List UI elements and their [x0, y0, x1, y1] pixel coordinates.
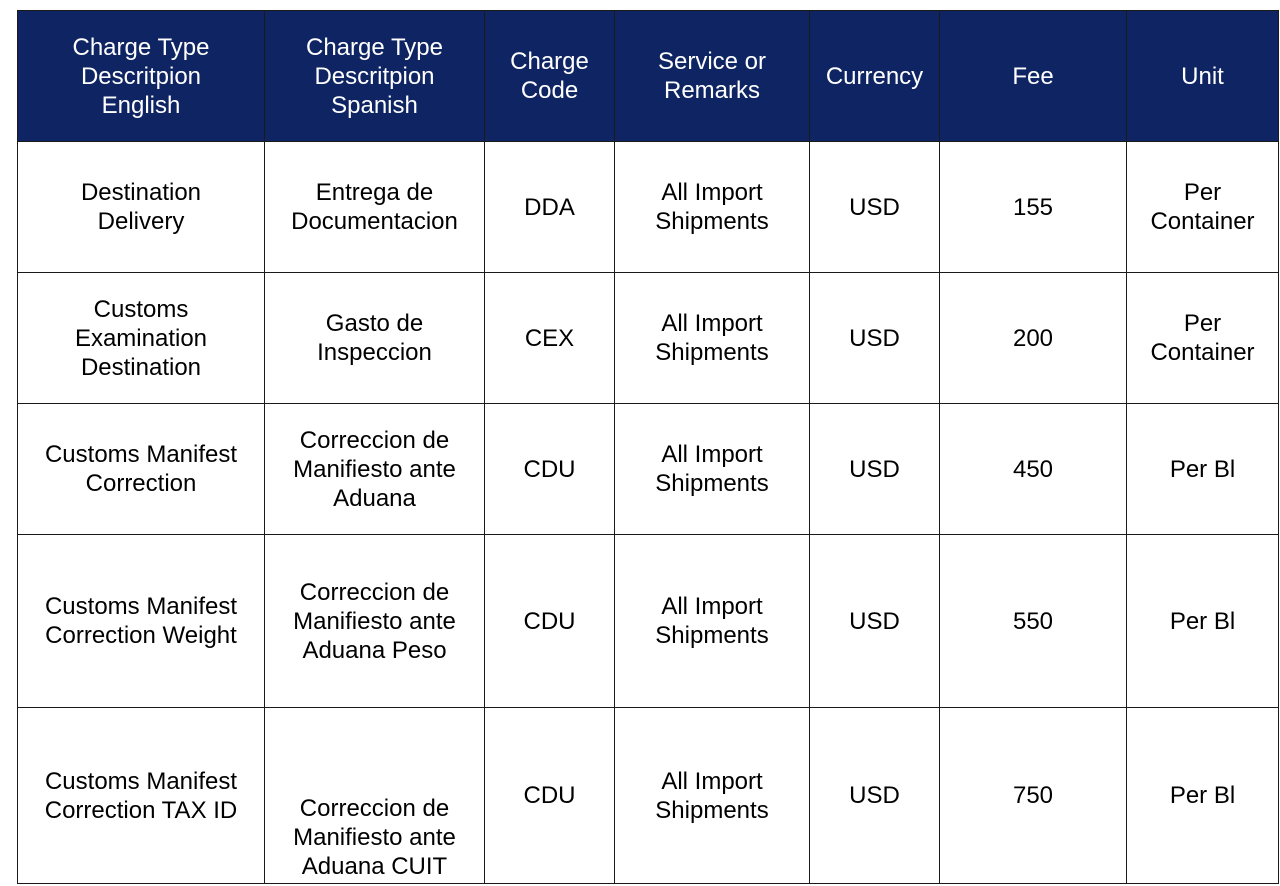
cell-fee: 200	[940, 273, 1127, 404]
cell-charge-code: CDU	[485, 708, 615, 884]
cell-unit: Per Container	[1127, 142, 1279, 273]
header-spanish-description: Charge Type Descritpion Spanish	[265, 11, 485, 142]
cell-fee: 450	[940, 404, 1127, 535]
header-english-description: Charge Type Descritpion English	[18, 11, 265, 142]
cell-unit: Per Bl	[1127, 708, 1279, 884]
cell-spanish-description: Correccion de Manifiesto ante Aduana CUIT	[265, 708, 485, 884]
cell-fee: 750	[940, 708, 1127, 884]
cell-english-description: Customs Examination Destination	[18, 273, 265, 404]
cell-currency: USD	[810, 535, 940, 708]
cell-unit: Per Container	[1127, 273, 1279, 404]
table-row	[18, 142, 1279, 273]
cell-service-remarks: All Import Shipments	[615, 273, 810, 404]
header-charge-code: Charge Code	[485, 11, 615, 142]
cell-fee: 155	[940, 142, 1127, 273]
cell-english-description: Customs Manifest Correction	[18, 404, 265, 535]
cell-english-description: Destination Delivery	[18, 142, 265, 273]
cell-unit: Per Bl	[1127, 535, 1279, 708]
header-service-remarks: Service or Remarks	[615, 11, 810, 142]
cell-spanish-description: Correccion de Manifiesto ante Aduana	[265, 404, 485, 535]
header-currency: Currency	[810, 11, 940, 142]
cell-spanish-description: Gasto de Inspeccion	[265, 273, 485, 404]
cell-charge-code: CDU	[485, 404, 615, 535]
cell-service-remarks: All Import Shipments	[615, 404, 810, 535]
cell-charge-code: CEX	[485, 273, 615, 404]
table-row	[18, 273, 1279, 404]
cell-currency: USD	[810, 404, 940, 535]
charges-table	[17, 10, 1279, 884]
cell-service-remarks: All Import Shipments	[615, 535, 810, 708]
cell-currency: USD	[810, 708, 940, 884]
cell-unit: Per Bl	[1127, 404, 1279, 535]
cell-spanish-description: Entrega de Documentacion	[265, 142, 485, 273]
header-row	[18, 11, 1279, 142]
cell-english-description: Customs Manifest Correction TAX ID	[18, 708, 265, 884]
table-row	[18, 708, 1279, 884]
cell-fee: 550	[940, 535, 1127, 708]
table-row	[18, 535, 1279, 708]
header-unit: Unit	[1127, 11, 1279, 142]
header-fee: Fee	[940, 11, 1127, 142]
cell-currency: USD	[810, 142, 940, 273]
cell-charge-code: CDU	[485, 535, 615, 708]
cell-currency: USD	[810, 273, 940, 404]
cell-service-remarks: All Import Shipments	[615, 708, 810, 884]
table-header	[18, 11, 1279, 142]
table-row	[18, 404, 1279, 535]
cell-charge-code: DDA	[485, 142, 615, 273]
cell-service-remarks: All Import Shipments	[615, 142, 810, 273]
cell-spanish-description: Correccion de Manifiesto ante Aduana Peso	[265, 535, 485, 708]
cell-english-description: Customs Manifest Correction Weight	[18, 535, 265, 708]
table-body	[18, 142, 1279, 884]
